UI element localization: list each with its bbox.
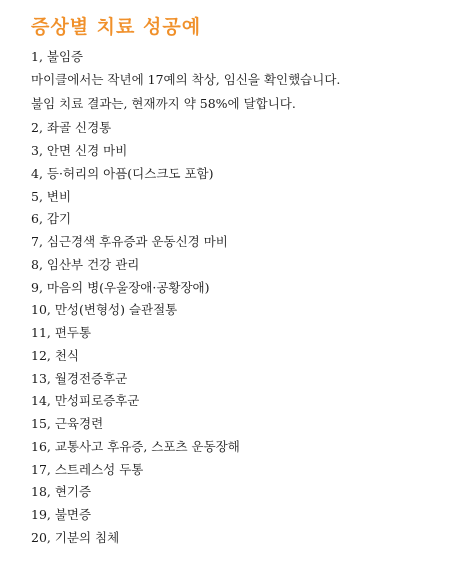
list-item: 9, 마음의 병(우울장애·공황장애) [31, 280, 210, 295]
list-item: 6, 감기 [31, 211, 72, 226]
list-item: 12, 천식 [31, 348, 80, 363]
list-item: 13, 월경전증후군 [31, 371, 128, 386]
list-item: 15, 근육경련 [31, 416, 104, 431]
list-item: 18, 현기증 [31, 484, 92, 499]
list-item: 7, 심근경색 후유증과 운동신경 마비 [31, 234, 228, 249]
list-item: 5, 변비 [31, 189, 72, 204]
list-item: 14, 만성피로증후군 [31, 393, 140, 408]
list-item: 16, 교통사고 후유증, 스포츠 운동장해 [31, 439, 240, 454]
list-item: 4, 등·허리의 아픔(디스크도 포함) [31, 166, 214, 181]
list-item: 2, 좌골 신경통 [31, 120, 112, 135]
intro-line: 불임 치료 결과는, 현재까지 약 58%에 달합니다. [31, 96, 296, 111]
list-item: 19, 불면증 [31, 507, 92, 522]
list-item: 17, 스트레스성 두통 [31, 462, 144, 477]
intro-heading: 1, 불임증 [31, 49, 84, 64]
page-title: 증상별 치료 성공예 [31, 16, 202, 38]
intro-line: 마이클에서는 작년에 17예의 착상, 임신을 확인했습니다. [31, 72, 341, 87]
list-item: 8, 임산부 건강 관리 [31, 257, 140, 272]
list-item: 3, 안면 신경 마비 [31, 143, 128, 158]
list-item: 20, 기분의 침체 [31, 530, 120, 545]
list-item: 10, 만성(변형성) 슬관절통 [31, 302, 178, 317]
list-item: 11, 편두통 [31, 325, 92, 340]
